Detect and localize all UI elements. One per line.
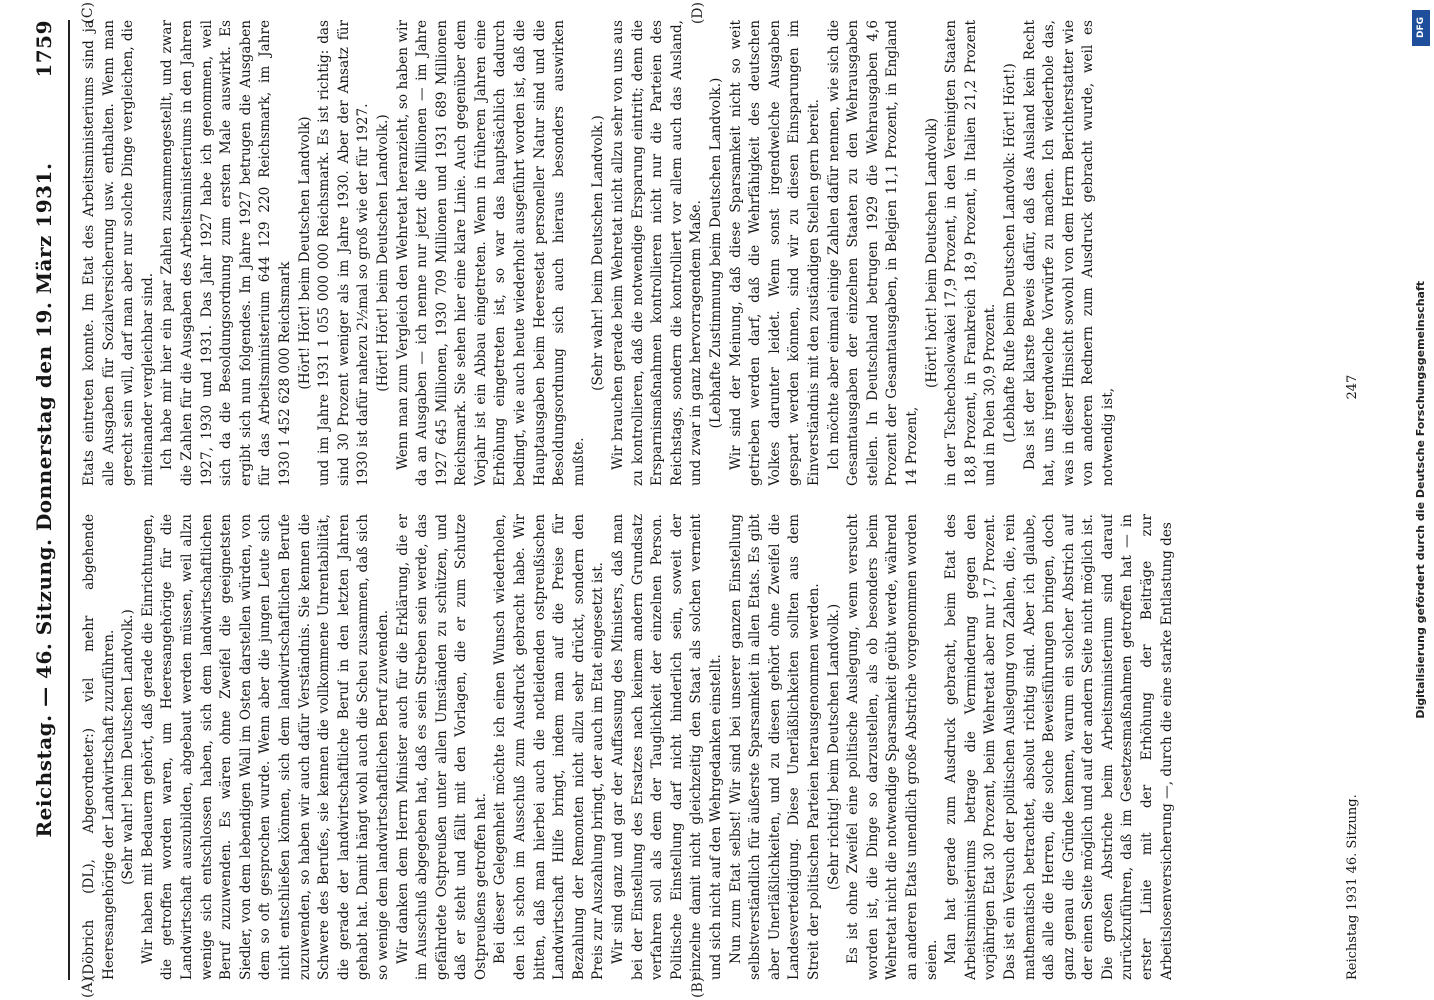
dfg-logo: DFG <box>1412 10 1430 46</box>
page-number: 1759 <box>32 20 56 78</box>
paragraph: Nun zum Etat selbst! Wir sind bei unserer ganzen Einstellung selbstverständlich für äußerste Sparsamkeit in allen Etats. Es gibt aber Unerläßlichkeiten, und zu diesen gehört ohne Zweifel die Landesverteidigung. Diese Unerläßlichkeiten sollten aus dem Streit der politischen Parteien herausgenommen werden. <box>727 514 822 980</box>
paragraph: Wir haben mit Bedauern gehört, daß gerade die Einrichtungen, die getroffen worden waren, um Heeresangehörige für die Landwirtschaft auszubilden, abgebaut werden müssen, weil allzu wenige sich entschlossen haben, sich dem landwirtschaftlichen Beruf zuzuwenden. Es wären ohne Zweifel die geeignetsten Siedler, von dem lebendigen Wall im Osten darstellen würden, von dem so oft gesprochen wurde. Wenn aber die jungen Leute sich nicht entschließen können, sich dem landwirtschaftlichen Berufe zuzuwenden, so haben wir auch dafür Verständnis. Sie kennen die Schwere des Berufes, sie kennen die vollkommene Unrentabilität, die gerade der landwirtschaftliche Beruf in den letzten Jahren gehabt hat. Damit hängt wohl auch die Scheu zusammen, daß sich so wenige dem landwirtschaftlichen Beruf zuwenden. <box>139 514 391 980</box>
paragraph: (Döbrich (DL), Abgeordneter:) viel mehr abgehende Heeresangehörige der Landwirtschaft zuzuführen. <box>81 514 117 980</box>
page-footer <box>1332 20 1372 980</box>
paragraph: Bei dieser Gelegenheit möchte ich einen Wunsch wiederholen, den ich schon im Ausschuß zum Ausdruck gebracht habe. Wir bitten, daß man hierbei auch die notleidenden ostpreußischen Landwirtschaft Hilfe bringt, indem man auf die Preise für Bezahlung der Remonten nicht allzu sehr drückt, sondern den Preis zur Auszahlung bringt, der auch im Etat eingesetzt ist. <box>492 514 607 980</box>
running-title: Reichstag. — 46. Sitzung. Donnerstag den 19. März 1931. <box>32 162 56 838</box>
footer-folio: 247 <box>1344 374 1360 400</box>
footer-signature: Reichstag 1931 46. Sitzung. <box>1344 794 1360 980</box>
paragraph: Es ist ohne Zweifel eine politische Auslegung, wenn versucht worden ist, die Dinge so darzustellen, als ob besonders beim Wehretat nicht die notwendige Sparsamkeit geübt werde, während an anderen Etats unendlich große Abstriche vorgenommen worden seien. <box>845 514 940 980</box>
paragraph: Man hat gerade zum Ausdruck gebracht, beim Etat des Arbeitsministeriums betrage die Verminderung gegen den vorjährigen Etat 30 Prozent, beim Wehretat aber nur 1,7 Prozent. Das ist ein Versuch der politischen Auslegung von Zahlen, die, rein mathematisch betrachtet, absolut richtig sind. Aber ich glaube, daß alle die Herren, die solche Beweisführungen bringen, doch ganz genau die Gründe kennen, warum ein solcher Abstrich auf der einen Seite möglich und auf der andern Seite nicht möglich ist. Die großen Abstriche beim Arbeitsministerium sind darauf zurückzuführen, daß im Gesetzesmaßnahmen getroffen hat — in erster Linie mit der Erhöhung der Beiträge zur Arbeitslosenversicherung —, durch die eine starke Entlastung des <box>943 514 1175 980</box>
interjection: (Lebhafte Rufe beim Deutschen Landvolk: Hört! Hört!) <box>1001 63 1018 443</box>
paragraph: Wir sind ganz und gar der Auffassung des Ministers, daß man bei der Einstellung des Ersatzes nach keinem andern Grundsatz verfahren soll als dem der Tauglichkeit der einzelnen Person. Politische Einstellung darf nicht hinderlich sein, soweit der einzelne damit nicht gleichzeitig den Staat als solchen verneint und sich nicht auf den Wehrgedanken einstellt. <box>610 514 724 980</box>
paragraph: Etats eintreten konnte. Im Etat des Arbeitsministeriums sind ja alle Ausgaben für Sozialversicherung usw. enthalten. Wenn man gerecht sein will, darf man aber nur solche Dinge vergleichen, die miteinander vergleichbar sind. <box>81 20 156 486</box>
paragraph: Ich habe mir hier ein paar Zahlen zusammengestellt, und zwar die Zahlen für die Ausgaben des Arbeitsministeriums in den Jahren 1927, 1930 und 1931. Das Jahr 1927 habe ich genommen, weil sich da die Besoldungsordnung zum ersten Male auswirkt. Es ergibt sich nun folgendes. Im Jahre 1927 betrugen die Ausgaben für das Arbeitsministerium 644 129 220 Reichsmark, im Jahre 1930 1 452 628 000 Reichsmark <box>159 20 293 486</box>
margin-marker-b: (B) <box>690 976 706 998</box>
credit-text: Digitalisierung gefördert durch die Deutsche Forschungsgemeinschaft <box>1413 281 1427 719</box>
margin-marker-c: (C) <box>80 2 96 24</box>
interjection: (Hört! hört! beim Deutschen Landvolk) <box>923 117 940 389</box>
paragraph: Wir sind der Meinung, daß diese Sparsamkeit nicht so weit getrieben werden darf, daß die Wehrfähigkeit des deutschen Volkes darunter leidet. Wenn sonst irgendwelche Ausgaben gespart werden können, sind wir zu diesen Einsparungen im Einverständnis mit den zuständigen Stellen gern bereit. <box>727 20 822 486</box>
paragraph: und im Jahre 1931 1 055 000 000 Reichsmark. Es ist richtig: das sind 30 Prozent weniger als im Jahre 1930. Aber der Ansatz für 1930 ist dafür nahezu 2½mal so groß wie der für 1927. <box>316 20 372 486</box>
paragraph: in der Tschechoslowakei 17,9 Prozent, in den Vereinigten Staaten 18,8 Prozent, in Frankreich 18,9 Prozent, in Italien 21,2 Prozent und in Polen 30,9 Prozent. <box>943 20 999 486</box>
paragraph: Das ist der klarste Beweis dafür, daß das Ausland kein Recht hat, uns irgendwelche Vorwürfe zu machen. Ich wiederhole das, was in dieser Hinsicht sowohl von dem Herrn Berichterstatter wie von anderen Rednern zum Ausdruck gebracht wurde, weil es notwendig ist, <box>1021 20 1116 486</box>
interjection: (Hört! Hört! beim Deutschen Landvolk.) <box>374 114 391 392</box>
interjection: (Lebhafte Zustimmung beim Deutschen Landvolk.) <box>708 77 724 429</box>
left-column <box>80 514 1332 980</box>
margin-marker-a: (A) <box>80 976 96 998</box>
interjection: (Sehr wahr! beim Deutschen Landvolk.) <box>120 609 137 885</box>
page-header <box>20 20 70 980</box>
digitization-credit <box>1408 0 1432 1000</box>
right-column <box>80 20 1332 486</box>
paragraph: Wenn man zum Vergleich den Wehretat heranzieht, so haben wir da an Ausgaben — ich nenne nur jetzt die Millionen — im Jahre 1927 645 Millionen, 1930 709 Millionen und 1931 689 Millionen Reichsmark. Sie sehen hier eine klare Linie. Auch gegenüber dem Vorjahr ist ein Abbau eingetreten. Wenn in früheren Jahren eine Erhöhung eingetreten ist, so war das hauptsächlich dadurch bedingt, wie auch heute wiederholt ausgeführt worden ist, daß die Hauptausgaben beim Heeresetat personeller Natur sind und die Besoldungsordnung sich auch hieraus besonders auswirken mußte. <box>394 20 587 486</box>
interjection: (Hört! Hört! beim Deutschen Landvolk) <box>296 116 313 390</box>
paragraph: Wir brauchen gerade beim Wehretat nicht allzu sehr von uns aus zu kontrollieren, daß die notwendige Ersparung eintritt; denn die Ersparnismaßnahmen kontrollieren nicht nur die Parteien des Reichstags, sondern die kontrolliert vor allem auch das Ausland, und zwar in ganz hervorragendem Maße. <box>610 20 705 486</box>
paragraph: Wir danken dem Herrn Minister auch für die Erklärung, die er im Ausschuß abgegeben hat, daß es sein Streben sein werde, das gefährdete Ostpreußen unter allen Umständen zu schützen, und daß er steht und fällt mit den Vorlagen, die er zum Schutze Ostpreußens getroffen hat. <box>394 514 489 980</box>
text-columns <box>70 2 1332 998</box>
paragraph: Ich möchte aber einmal einige Zahlen dafür nennen, wie sich die Gesamtausgaben der einzelnen Staaten zu den Wehrausgaben stellen. In Deutschland betrugen 1929 die Wehrausgaben 4,6 Prozent der Gesamtausgaben, in Belgien 11,1 Prozent, in England 14 Prozent, <box>825 20 920 486</box>
rotated-page <box>20 0 1400 1000</box>
interjection: (Sehr richtig! beim Deutschen Landvolk.) <box>825 603 842 891</box>
margin-marker-d: (D) <box>690 2 706 25</box>
interjection: (Sehr wahr! beim Deutschen Landvolk.) <box>590 115 607 391</box>
